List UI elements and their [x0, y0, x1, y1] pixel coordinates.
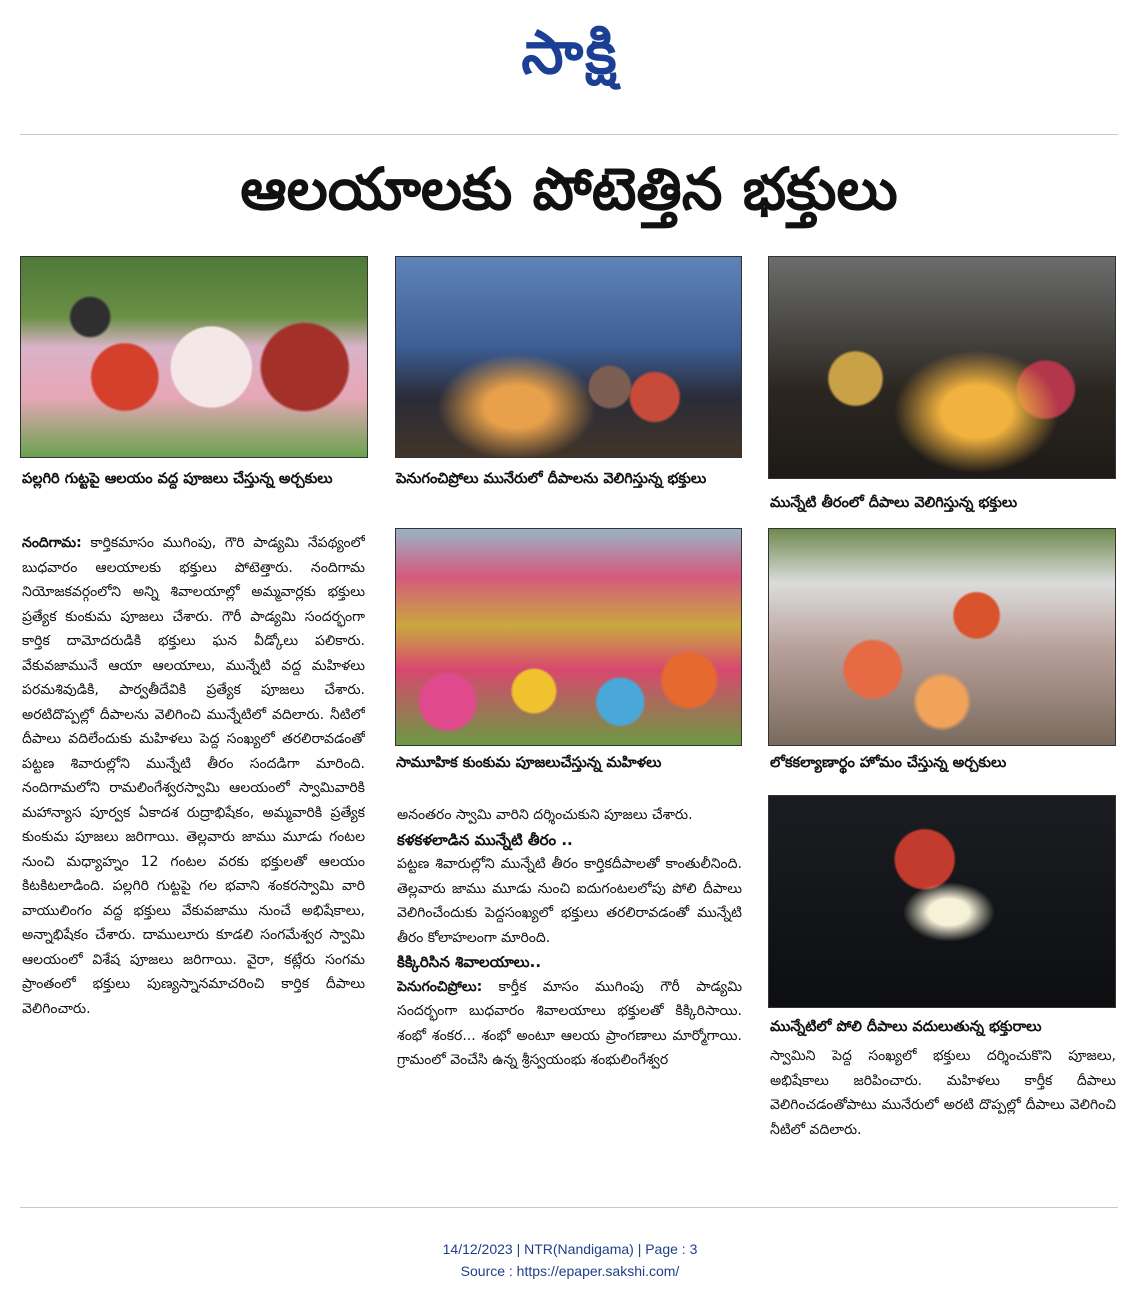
dateline: నందిగామ:: [22, 535, 82, 551]
photo-kumkuma-puja: [395, 528, 742, 746]
caption-photo-6: మున్నేటిలో పోలి దీపాలు వదులుతున్న భక్తురాలు: [770, 1019, 1042, 1035]
article-body-col2-intro: అనంతరం స్వామి వారిని దర్శించుకుని పూజలు చేశారు.: [397, 807, 693, 823]
photo-penuganchiprolu-lamps: [395, 256, 742, 458]
article-column-3: [770, 1044, 1116, 1194]
footer: [0, 1238, 1140, 1282]
photo-pallagiri-temple: [20, 256, 368, 458]
photo-poli-deepalu: [768, 795, 1116, 1008]
article-column-2: [397, 803, 742, 1193]
newspaper-logo: సాక్షి: [521, 18, 619, 88]
footer-date-edition: 14/12/2023 | NTR(Nandigama) | Page : 3: [442, 1241, 698, 1257]
footer-source: Source : https://epaper.sakshi.com/: [460, 1263, 680, 1279]
masthead-divider: [20, 134, 1118, 135]
subhead-munneti: కళకళలాడిన మున్నేటి తీరం ..: [397, 830, 573, 849]
subhead-sivalayalu: కిక్కిరిసిన శివాలయాలు..: [397, 953, 542, 971]
article-body-col2-para1: పట్టణ శివారుల్లోని మున్నేటి తీరం కార్తికదీపాలతో కాంతులీనింది. తెల్లవారు జాము మూడు నుంచి ఐదుగంటలలోపు పోలి దీపాలు వెలిగించేందుకు పెద్దసంఖ్యలో భక్తులు తరలిరావడంతో మున్నేటి తీరం కోలాహలంగా మారింది.: [397, 856, 742, 946]
caption-photo-2: పెనుగంచిప్రోలు మునేరులో దీపాలను వెలిగిస్తున్న భక్తులు: [396, 471, 707, 487]
footer-divider: [20, 1207, 1118, 1208]
article-body-col2-para2: కార్తీక మాసం ముగింపు గౌరీ పాడ్యమి సందర్భంగా బుధవారం శివాలయాలు భక్తులతో కిక్కిరిసాయి. శంభో శంకర... శంభో అంటూ ఆలయ ప్రాంగణాలు మార్మోగాయి. గ్రామంలో వెంచేసి ఉన్న శ్రీస్వయంభు శంభులింగేశ్వర: [397, 978, 742, 1068]
caption-photo-5: లోకకల్యాణార్థం హోమం చేస్తున్న అర్చకులు: [770, 755, 1007, 771]
photo-homam: [768, 528, 1116, 746]
article-body-col1: కార్తికమాసం ముగింపు, గౌరి పాడ్యమి నేపథ్యంలో బుధవారం ఆలయాలకు భక్తులు పోటెత్తారు. నందిగామ నియోజకవర్గంలోని అన్ని శివాలయాల్లో అమ్మవార్లకు భక్తులు ప్రత్యేక కుంకుమ పూజలు చేశారు. గౌరీ పాడ్యమి సందర్భంగా కార్తిక దామోదరుడికి భక్తులు ఘన వీడ్కోలు పలికారు. వేకువజామునే ఆయా ఆలయాలు, మున్నేటి వద్ద మహిళలు పరమశివుడికి, పార్వతీదేవికి ప్రత్యేక పూజలు చేశారు. అరటిదొప్పల్లో దీపాలను వెలిగించి మున్నేటిలో వదిలారు. నీటిలో దీపాలు వదిలేందుకు మహిళలు పెద్ద సంఖ్యలో తరలిరావడంతో పట్టణ శివారుల్లోని మున్నేటి తీరం సందడిగా మారింది. నందిగామలోని రామలింగేశ్వరస్వామి ఆలయంలో స్వామివారికి మహాన్యాస పూర్వక ఏకాదశ రుద్రాభిషేకం, అమ్మవారికి ప్రత్యేక కుంకుమ పూజలు జరిగాయి. తెల్లవారు జాము మూడు గంటల నుంచి మధ్యాహ్నం 12 గంటల వరకు భక్తులతో ఆలయం కిటకిటలాడింది. పల్లగిరి గుట్టపై గల భవాని శంకరస్వామి వారి వాయులింగం వద్ద భక్తులు వేకువజాము నుంచే అభిషేకాలు, అన్నాభిషేకం చేశారు. దాములూరు కూడలి సంగమేశ్వర స్వామి ఆలయంలో విశేష పూజలు జరిగాయి. వైరా, కట్లేరు సంగమ ప్రాంతంలో భక్తులు పుణ్యస్నానమాచరించి కార్తిక దీపాలు వెలిగించారు.: [22, 535, 365, 1017]
caption-photo-1: పల్లగిరి గుట్టపై ఆలయం వద్ద పూజలు చేస్తున్న అర్చకులు: [22, 471, 333, 487]
article-column-1: [22, 531, 365, 1191]
headline: ఆలయాలకు పోటెత్తిన భక్తులు: [240, 155, 898, 223]
masthead: [0, 18, 1140, 102]
dateline-penuganchiprolu: పెనుగంచిప్రోలు:: [397, 978, 483, 995]
photo-munneti-lamps: [768, 256, 1116, 479]
caption-photo-3: మున్నేటి తీరంలో దీపాలు వెలిగిస్తున్న భక్తులు: [770, 495, 1018, 511]
article-body-col3: స్వామిని పెద్ద సంఖ్యలో భక్తులు దర్శించుకొని పూజలు, అభిషేకాలు జరిపించారు. మహిళలు కార్తీక దీపాలు వెలిగించడంతోపాటు మునేరులో అరటి దొప్పల్లో దీపాలు వెలిగించి నీటిలో వదిలారు.: [770, 1048, 1116, 1138]
caption-photo-4: సామూహిక కుంకుమ పూజలుచేస్తున్న మహిళలు: [396, 755, 662, 771]
